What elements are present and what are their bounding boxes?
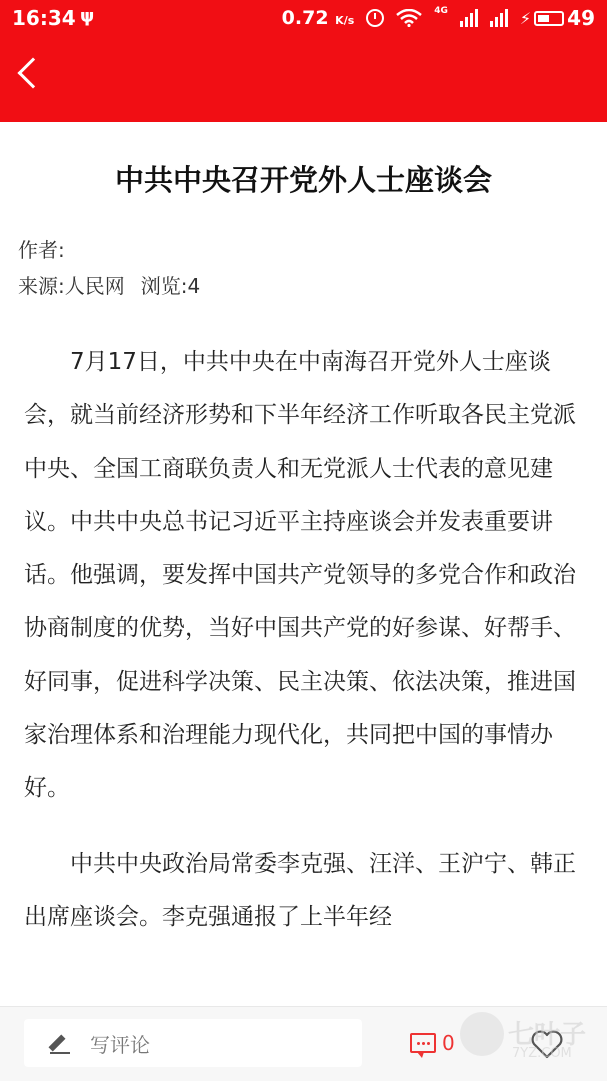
battery-level: 49 xyxy=(567,6,595,30)
write-comment-button[interactable] xyxy=(24,1019,362,1067)
comment-placeholder: 写评论 xyxy=(90,1032,150,1057)
back-arrow-icon[interactable] xyxy=(17,57,48,88)
alarm-icon xyxy=(366,9,384,27)
article-author: 作者: xyxy=(18,238,65,262)
article-meta xyxy=(18,232,200,304)
network-speed-value: 0.72 xyxy=(281,7,329,29)
battery-fill xyxy=(538,15,549,22)
signal-icon-2 xyxy=(490,9,508,27)
site-watermark xyxy=(456,1008,606,1072)
article-title: 中共中央召开党外人士座谈会 xyxy=(114,163,492,197)
comments-button[interactable] xyxy=(410,1031,455,1055)
watermark-logo-icon xyxy=(460,1012,504,1056)
article-paragraph-2: 中共中央政治局常委李克强、汪洋、王沪宁、韩正出席座谈会。李克强通报了上半年经 xyxy=(24,850,576,930)
battery-icon xyxy=(534,11,564,26)
wifi-icon xyxy=(396,9,422,27)
comment-count: 0 xyxy=(442,1031,455,1055)
comment-bubble-icon xyxy=(410,1033,436,1053)
watermark-brand: 七叶子 xyxy=(508,1020,587,1050)
status-right xyxy=(282,6,595,30)
charging-icon: ⚡ xyxy=(519,8,532,28)
article-source-line xyxy=(18,268,200,304)
article-views: 浏览:4 xyxy=(140,274,201,298)
network-speed-unit: K/s xyxy=(335,14,355,27)
watermark-sub: 7YZ.COM xyxy=(512,1046,572,1061)
status-time: 16:34 xyxy=(12,6,76,30)
status-bar xyxy=(0,0,607,38)
network-speed xyxy=(282,7,355,29)
battery-indicator xyxy=(520,6,595,30)
article-source: 来源:人民网 xyxy=(18,274,125,298)
usb-icon: ψ xyxy=(80,6,95,27)
article-paragraph-1: 7月17日，中共中央在中南海召开党外人士座谈会，就当前经济形势和下半年经济工作听取各民主党派中央、全国工商联负责人和无党派人士代表的意见建议。中共中央总书记习近平主持座谈会并发表重要讲话。他强调，要发挥中国共产党领导的多党合作和政治协商制度的优势，当好中国共产党的好参谋、好帮手、好同事，促进科学决策、民主决策、依法决策，推进国家治理体系和治理能力现代化，共同把中国的事情办好。 xyxy=(24,349,576,802)
article-body xyxy=(24,336,588,966)
signal-icon-1 xyxy=(460,9,478,27)
pencil-icon xyxy=(50,1032,72,1054)
app-header xyxy=(0,0,607,122)
network-type-4g: 4G xyxy=(434,6,448,16)
